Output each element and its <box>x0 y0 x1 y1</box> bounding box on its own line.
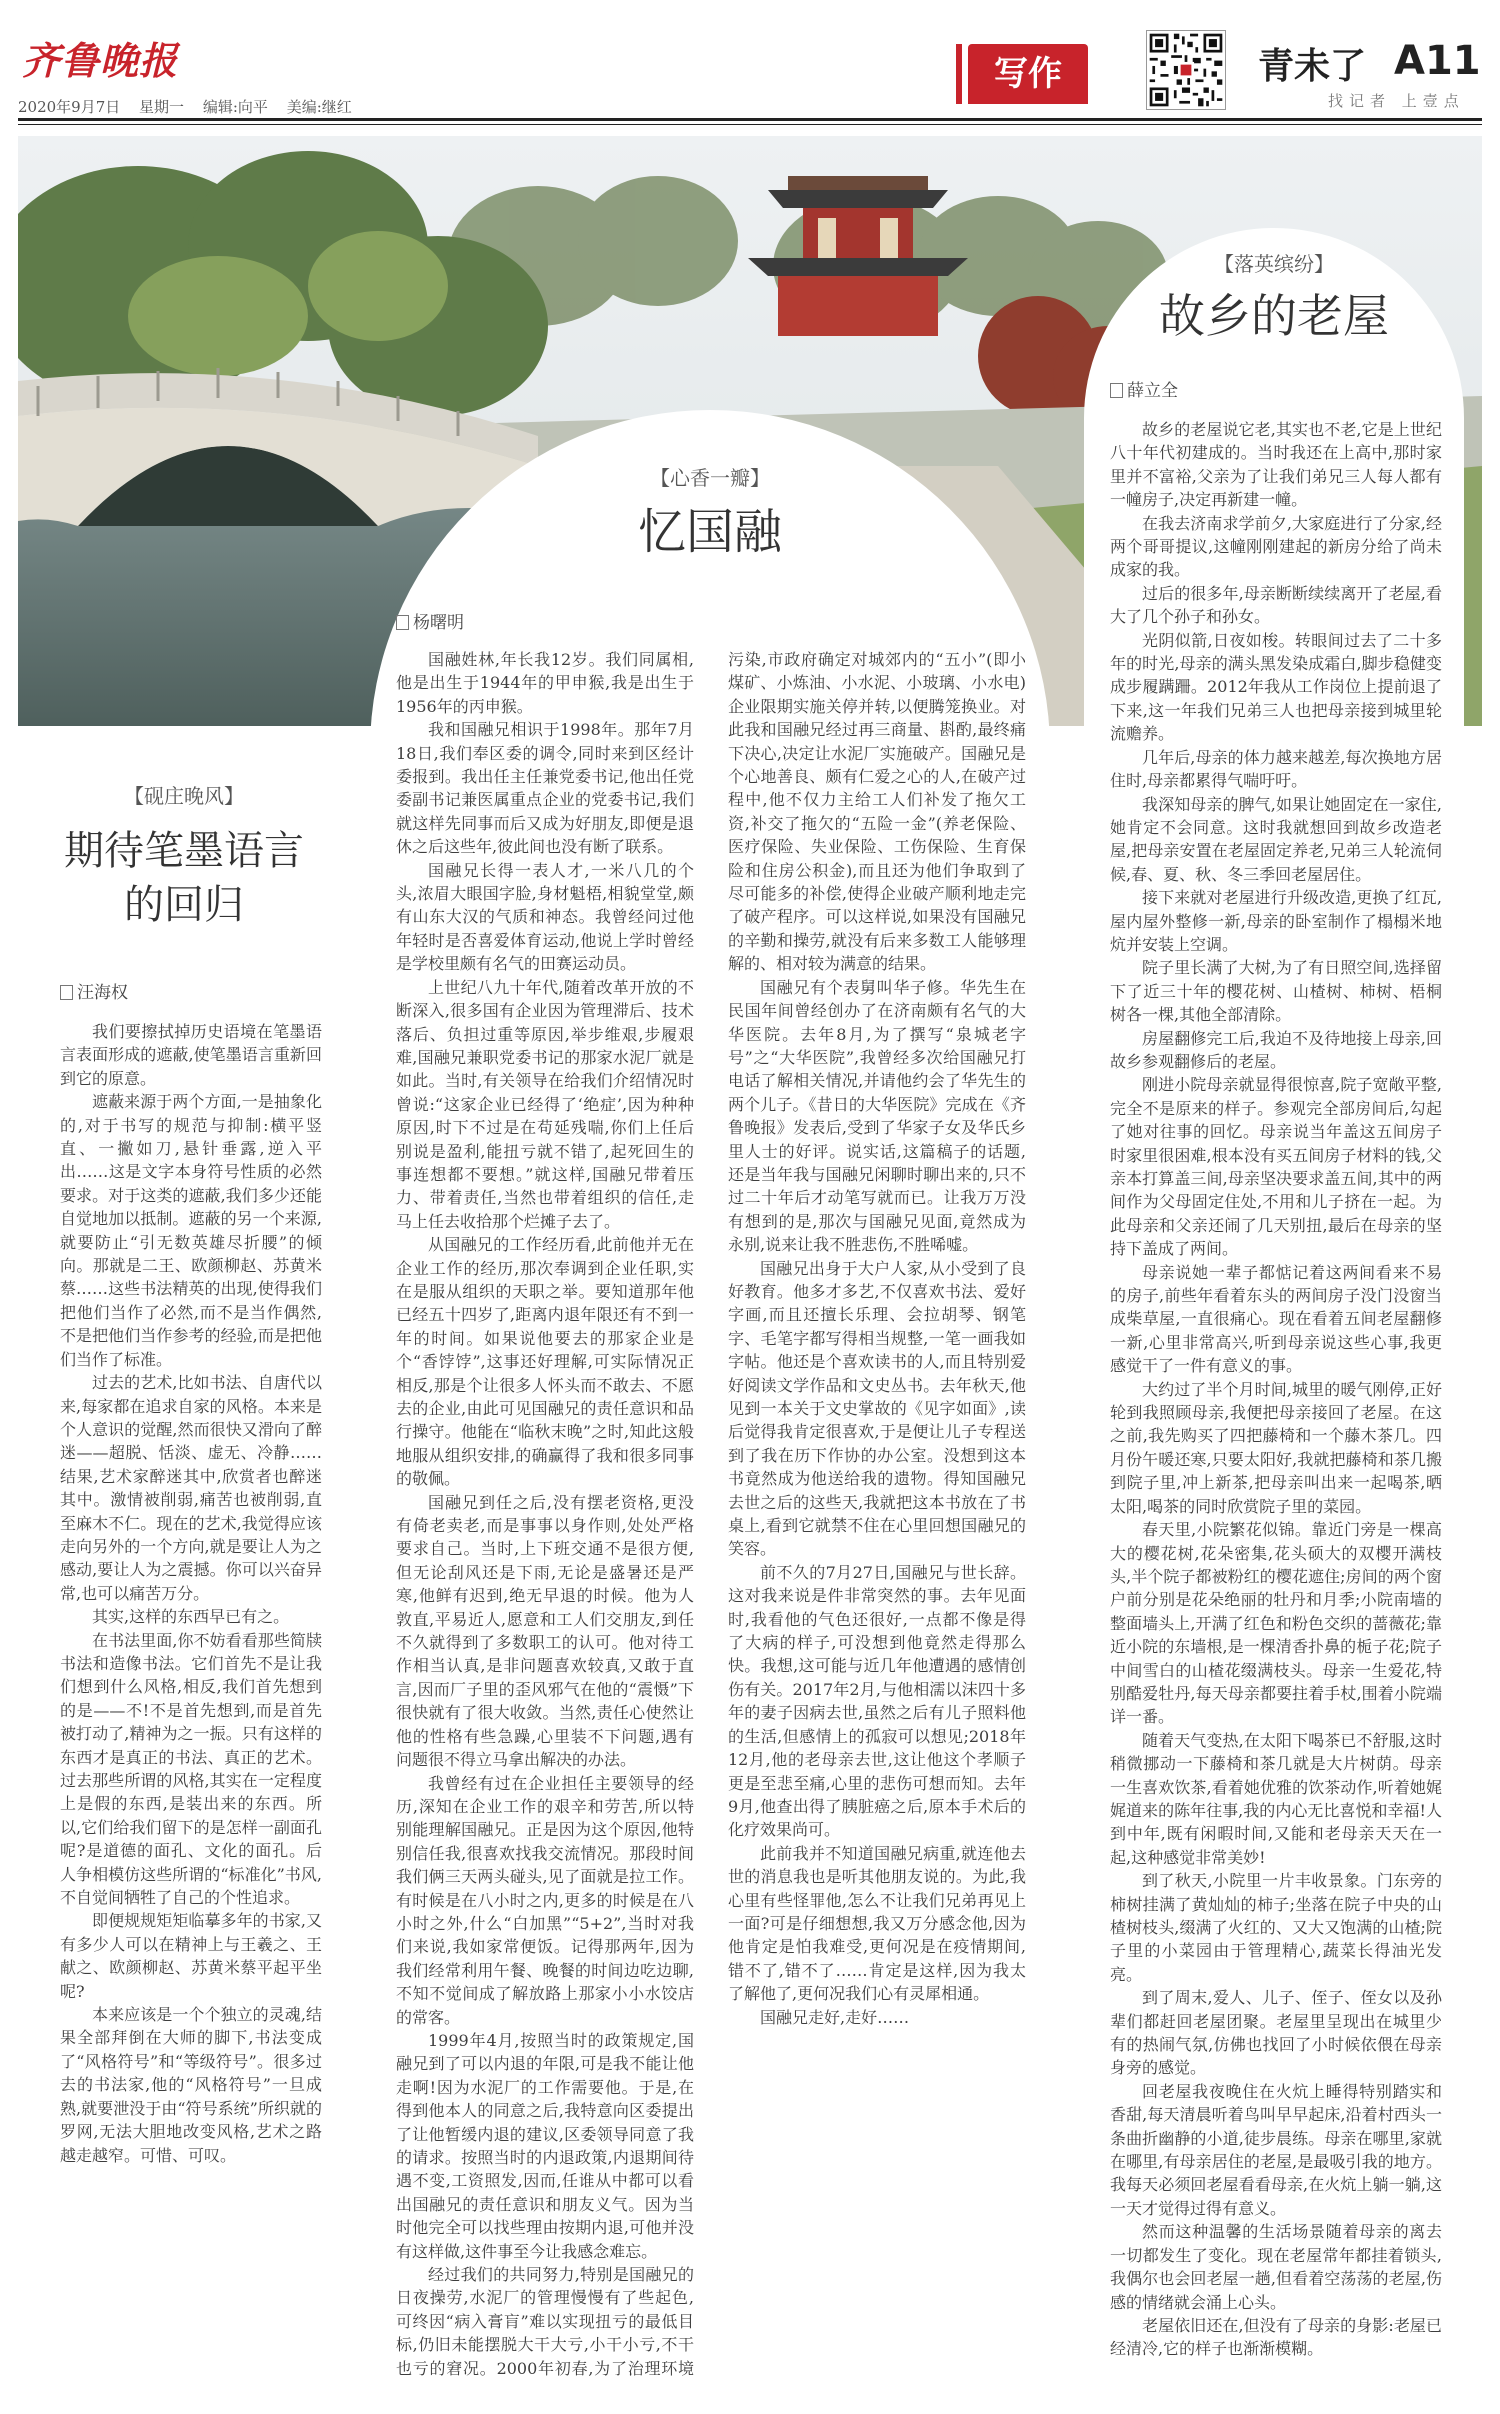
author-name: 薛立全 <box>1127 381 1178 401</box>
byline-marker-icon <box>60 985 73 1000</box>
paragraph: 故乡的老屋说它老,其实也不老,它是上世纪八十年代初建成的。当时我还在上高中,那时家里并不富裕,父亲为了让我们弟兄三人每人都有一幢房子,决定再新建一幢。 <box>1110 420 1442 510</box>
paragraph: 其实,这样的东西早已有之。 <box>92 1607 290 1627</box>
paragraph: 接下来就对老屋进行升级改造,更换了红瓦,屋内屋外整修一新,母亲的卧室制作了榻榻米地炕并安装上空调。 <box>1110 888 1442 954</box>
paragraph: 我和国融兄相识于1998年。那年7月18日,我们奉区委的调令,同时来到区经计委报到。我出任主任兼党委书记,他出任党委副书记兼医属重点企业的党委书记,我们就这样先同事而后又成为好朋友,即便是退休之后这些年,彼此间也没有断了联系。 <box>396 720 694 857</box>
designer-credit: 美编:继红 <box>286 98 352 116</box>
paragraph: 在我去济南求学前夕,大家庭进行了分家,经两个哥哥提议,这幢刚刚建起的新房分给了尚未成家的我。 <box>1110 513 1442 580</box>
paragraph: 国融兄到任之后,没有摆老资格,更没有倚老卖老,而是事事以身作则,处处严格要求自己。当时,上下班交通不是很方便,但无论刮风还是下雨,无论是盛暑还是严寒,他鲜有迟到,绝无早退的时候。他为人敦直,平易近人,愿意和工人们交朋友,到任不久就得到了多数职工的认可。他对待工作相当认真,是非问题喜欢较真,又敢于直言,因而厂子里的歪风邪气在他的“震慑”下很快就有了很大收敛。当然,责任心使然让他的性格有些急躁,心里装不下问题,遇有问题很不得立马拿出解决的办法。 <box>396 1492 694 1770</box>
byline-marker-icon <box>1110 383 1123 398</box>
column-brand: 青未了 <box>1258 46 1367 87</box>
paragraph: 国融兄长得一表人才,一米八几的个头,浓眉大眼国字脸,身材魁梧,相貌堂堂,颇有山东大汉的气质和神态。我曾经问过他年轻时是否喜爱体育运动,他说上学时曾经是学校里颇有名气的田赛运动员。 <box>396 860 694 974</box>
editor-credit: 编辑:向平 <box>202 98 268 116</box>
paragraph: 刚进小院母亲就显得很惊喜,院子宽敞平整,完全不是原来的样子。参观完全部房间后,勾起了她对往事的回忆。母亲说当年盖这五间房子时家里很困难,根本没有买五间房子材料的钱,父亲本打算盖三间,母亲坚决要求盖五间,其中的两间作为父母固定住处,不用和儿子挤在一起。为此母亲和父亲还闹了几天别扭,最后在母亲的坚持下盖成了两间。 <box>1110 1075 1442 1259</box>
paragraph: 上世纪八九十年代,随着改革开放的不断深入,很多国有企业因为管理滞后、技术落后、负担过重等原因,举步维艰,步履艰难,国融兄兼职党委书记的那家水泥厂就是如此。当时,有关领导在给我们介绍情况时曾说:“这家企业已经得了‘绝症’,因为种种原因,时下不过是在苟延残喘,你们上任后别说是盈利,能扭亏就不错了,起死回生的事连想都不要想。”就这样,国融兄带着压力、带着责任,当然也带着组织的信任,走马上任去收拾那个烂摊子去了。 <box>396 977 694 1231</box>
article-title <box>34 824 334 932</box>
article-middle <box>370 410 1050 2390</box>
paragraph: 然而这种温馨的生活场景随着母亲的离去一切都发生了变化。现在老屋常年都挂着锁头,我偶尔也会回老屋一趟,但看着空荡荡的老屋,伤感的情绪就会涌上心头。 <box>1110 2222 1442 2312</box>
header-rule-thin <box>18 124 1482 125</box>
paragraph: 本来应该是一个个独立的灵魂,结果全部拜倒在大师的脚下,书法变成了“风格符号”和“等级符号”。很多过去的书法家,他的“风格符号”一旦成熟,就要泄没于由“符号系统”所织就的罗网,无法大胆地改变风格,艺术之路越走越窄。可惜、可叹。 <box>60 2005 322 2165</box>
paragraph: 国融兄出身于大户人家,从小受到了良好教育。他多才多艺,不仅喜欢书法、爱好字画,而且还擅长乐理、会拉胡琴、钢笔字、毛笔字都写得相当规整,一笔一画我如字帖。他还是个喜欢读书的人,而且特别爱好阅读文学作品和文史丛书。去年秋天,他见到一本关于文史掌故的《见字如面》,读后觉得我肯定很喜欢,于是便让儿子专程送到了我在历下作协的办公室。没想到这本书竟然成为他送给我的遗物。得知国融兄去世之后的这些天,我就把这本书放在了书桌上,看到它就禁不住在心里回想国融兄的笑容。 <box>728 1258 1026 1559</box>
paragraph: 在书法里面,你不妨看看那些简牍书法和造像书法。它们首先不是让我们想到什么风格,相反,我们首先想到的是——不!不是首先想到,而是首先被打动了,精神为之一振。只有这样的东西才是真正的书法、真正的艺术。过去那些所谓的风格,其实在一定程度上是假的东西,是装出来的东西。所以,它们给我们留下的是怎样一副面孔呢?是道德的面孔、文化的面孔。后人争相模仿这些所谓的“标准化”书风,不自觉间牺牲了自己的个性追求。 <box>60 1630 322 1908</box>
article-rubric: 【砚庄晚风】 <box>124 784 244 808</box>
paper-logo: 齐鲁晚报 <box>22 38 179 83</box>
issue-date: 2020年9月7日 <box>18 98 121 116</box>
paragraph: 我深知母亲的脾气,如果让她固定在一家住,她肯定不会同意。这时我就想回到故乡改造老屋,把母亲安置在老屋固定养老,兄弟三人轮流伺候,春、夏、秋、冬三季回老屋居住。 <box>1110 794 1442 884</box>
section-tag: 写作 <box>968 44 1088 104</box>
article-byline <box>1110 376 1178 401</box>
paragraph: 随着天气变热,在太阳下喝茶已不舒服,这时稍微挪动一下藤椅和茶几就是大片树荫。母亲一生喜欢饮茶,看着她优雅的饮茶动作,听着她娓娓道来的陈年往事,我的内心无比喜悦和幸福!人到中年,既有闲暇时间,又能和老母亲天天在一起,这种感觉非常美妙! <box>1110 1730 1442 1867</box>
paragraph: 到了秋天,小院里一片丰收景象。门东旁的柿树挂满了黄灿灿的柿子;坐落在院子中央的山楂树枝头,缀满了火红的、又大又饱满的山楂;院子里的小菜园由于管理精心,蔬菜长得油光发亮。 <box>1110 1871 1442 1984</box>
article-right <box>1084 228 1464 2390</box>
paragraph: 过去的艺术,比如书法、自唐代以来,每家都在追求自家的风格。本来是个人意识的觉醒,然而很快又滑向了醉迷——超脱、恬淡、虚无、冷静……结果,艺术家醉迷其中,欣赏者也醉迷其中。激情被削弱,痛苦也被削弱,直至麻木不仁。现在的艺术,我觉得应该走向另外的一个方向,就是要让人为之感动,要让人为之震撼。你可以兴奋异常,也可以痛苦万分。 <box>60 1373 322 1603</box>
byline-marker-icon <box>396 615 409 630</box>
paragraph: 母亲说她一辈子都惦记着这两间看来不易的房子,前些年看着东头的两间房子没门没窗当成柴草屋,一直很痛心。现在看着五间老屋翻修一新,心里非常高兴,听到母亲说这些心事,我更感觉干了一件有意义的事。 <box>1110 1262 1442 1376</box>
paragraph: 院子里长满了大树,为了有日照空间,选择留下了近三十年的樱花树、山楂树、柿树、梧桐树各一棵,其他全部清除。 <box>1110 958 1442 1025</box>
article-rubric: 【心香一瓣】 <box>650 466 770 490</box>
paragraph: 光阴似箭,日夜如梭。转眼间过去了二十多年的时光,母亲的满头黑发染成霜白,脚步稳健变成步履蹒跚。2012年我从工作岗位上提前退了下来,这一年我们兄弟三人也把母亲接到城里轮流赡养。 <box>1110 630 1442 744</box>
paragraph: 国融姓林,年长我12岁。我们同属相,他是出生于1944年的甲申猴,我是出生于1956年的丙申猴。 <box>396 650 694 716</box>
article-byline <box>60 978 128 1003</box>
article-body <box>60 1020 322 2380</box>
paragraph: 前不久的7月27日,国融兄与世长辞。这对我来说是件非常突然的事。去年见面时,我看他的气色还很好,一点都不像是得了大病的样子,可没想到他竟然走得那么快。我想,这可能与近几年他遭遇的感情创伤有关。2017年2月,与他相濡以沫四十多年的妻子因病去世,虽然之后有儿子照料他的生活,但感情上的孤寂可以想见;2018年12月,他的老母亲去世,这让他这个孝顺子更是至悲至痛,心里的悲伤可想而知。去年9月,他查出得了胰脏癌之后,原本手术后的化疗效果尚可。 <box>728 1562 1026 1840</box>
article-body <box>396 648 1026 2383</box>
page-number: A11 <box>1394 38 1481 84</box>
article-byline <box>396 608 464 633</box>
article-title: 故乡的老屋 <box>1159 289 1389 343</box>
article-title-line: 的回归 <box>124 882 244 928</box>
header-rule <box>18 118 1482 121</box>
masthead <box>18 20 1482 116</box>
article-left <box>34 760 334 2390</box>
paragraph: 经过我们的共同努力,特别是国融兄的日夜操劳,水泥厂的管理慢慢有了些起色,可终因“病入膏肓”难以实现扭亏的最低目标,仍旧未能摆脱大干大亏,小干小亏,不干也亏的窘况。2000年初春,为了治理环境污染,市政府确定对城郊内的“五小”(即小煤矿、小炼油、小水泥、小玻璃、小水电)企业限期实施关停并转,以便腾笼换业。对此我和国融兄经过再三商量、斟酌,最终痛下决心,决定让水泥厂实施破产。国融兄是个心地善良、颇有仁爱之心的人,在破产过程中,他不仅力主给工人们补发了拖欠工资,补交了拖欠的“五险一金”(养老保险、医疗保险、失业保险、工伤保险、生育保险和住房公积金),而且还为他们争取到了尽可能多的补偿,使得企业破产顺利地走完了破产程序。可以这样说,如果没有国融兄的辛勤和操劳,就没有后来多数工人能够理解的、相对较为满意的结果。 <box>396 650 1026 2378</box>
paragraph: 过后的很多年,母亲断断续续离开了老屋,看大了几个孙子和孙女。 <box>1110 583 1442 627</box>
paragraph: 国融兄走好,走好…… <box>760 2007 910 2027</box>
issue-meta <box>18 96 366 117</box>
paragraph: 此前我并不知道国融兄病重,就连他去世的消息我也是听其他朋友说的。为此,我心里有些怪罪他,怎么不让我们兄弟再见上一面?可是仔细想想,我又万分感念他,因为他肯定是怕我难受,更何况是在疫情期间,错不了,错不了……肯定是这样,因为我太了解他了,更何况我们心有灵犀相通。 <box>728 1843 1026 2004</box>
column-brand-subtitle: 找记者 上壹点 <box>1328 92 1465 110</box>
paragraph: 老屋依旧还在,但没有了母亲的身影:老屋已经清冷,它的样子也渐渐模糊。 <box>1110 2315 1442 2359</box>
author-name: 汪海权 <box>77 983 128 1003</box>
paragraph: 即便规规矩矩临摹多年的书家,又有多少人可以在精神上与王羲之、王献之、欧颜柳赵、苏黄米蔡平起平坐呢? <box>60 1911 322 2001</box>
paragraph: 几年后,母亲的体力越来越差,每次换地方居住时,母亲都累得气喘吁吁。 <box>1110 747 1442 791</box>
paragraph: 从国融兄的工作经历看,此前他并无在企业工作的经历,那次奉调到企业任职,实在是服从组织的天职之举。要知道那年他已经五十四岁了,距离内退年限还有不到一年的时间。如果说他要去的那家企业是个“香饽饽”,这事还好理解,可实际情况正相反,那是个让很多人怀头而不敢去、不愿去的企业,由此可见国融兄的责任意识和品行操守。他能在“临秋末晚”之时,知此这般地服从组织安排,的确赢得了我和很多同事的敬佩。 <box>396 1235 694 1489</box>
article-body <box>1110 418 1442 2378</box>
paragraph: 回老屋我夜晚住在火炕上睡得特别踏实和香甜,每天清晨听着鸟叫早早起床,沿着村西头一条曲折幽静的小道,徒步晨练。母亲在哪里,家就在哪里,有母亲居住的老屋,是最吸引我的地方。我每天必须回老屋看看母亲,在火炕上躺一躺,这一天才觉得过得有意义。 <box>1110 2081 1442 2218</box>
qr-code-icon[interactable] <box>1146 30 1226 110</box>
paragraph: 遮蔽来源于两个方面,一是抽象化的,对于书写的规范与抑制:横平竖直、一撇如刀,悬针垂露,逆入平出……这是文字本身符号性质的必然要求。对于这类的遮蔽,我们多少还能自觉地加以抵制。遮蔽的另一个来源,就要防止“引无数英雄尽折腰”的倾向。那就是二王、欧颜柳赵、苏黄米蔡……这些书法精英的出现,使得我们把他们当作了必然,而不是当作偶然,不是把他们当作参考的经验,而是把他们当作了标准。 <box>60 1092 322 1369</box>
paragraph: 大约过了半个月时间,城里的暖气刚停,正好轮到我照顾母亲,我便把母亲接回了老屋。在这之前,我先购买了四把藤椅和一个藤木茶几。四月份午暖还寒,只要太阳好,我就把藤椅和茶几搬到院子里,冲上新茶,把母亲叫出来一起喝茶,晒太阳,喝茶的同时欣赏院子里的菜园。 <box>1110 1379 1442 1516</box>
paragraph: 我曾经有过在企业担任主要领导的经历,深知在企业工作的艰辛和劳苦,所以特别能理解国融兄。正是因为这个原因,他特别信任我,很喜欢找我交流情况。那段时间我们俩三天两头碰头,见了面就是拉工作。有时候是在八小时之内,更多的时候是在八小时之外,什么“白加黑”“5+2”,当时对我们来说,我如家常便饭。记得那两年,因为我们经常利用午餐、晚餐的时间边吃边聊,不知不觉间成了解放路上那家小小水饺店的常客。 <box>396 1773 694 2027</box>
issue-weekday: 星期一 <box>139 98 185 116</box>
article-rubric: 【落英缤纷】 <box>1214 252 1334 276</box>
paragraph: 房屋翻修完工后,我迫不及待地接上母亲,回故乡参观翻修后的老屋。 <box>1110 1028 1442 1071</box>
article-title: 忆国融 <box>637 504 782 560</box>
paragraph: 我们要擦拭掉历史语境在笔墨语言表面形成的遮蔽,使笔墨语言重新回到它的原意。 <box>60 1022 322 1088</box>
article-title-line: 期待笔墨语言 <box>64 828 304 874</box>
paragraph: 到了周末,爱人、儿子、侄子、侄女以及孙辈们都赶回老屋团聚。老屋里呈现出在城里少有的热闹气氛,仿佛也找回了小时候依偎在母亲身旁的感觉。 <box>1110 1988 1442 2078</box>
author-name: 杨曙明 <box>413 613 464 633</box>
paragraph: 1999年4月,按照当时的政策规定,国融兄到了可以内退的年限,可是我不能让他走啊!因为水泥厂的工作需要他。于是,在得到他本人的同意之后,我特意向区委提出了让他暂缓内退的建议,区委领导同意了我的请求。按照当时的内退政策,内退期间待遇不变,工资照发,因而,任谁从中都可以看出国融兄的责任意识和朋友义气。因为当时他完全可以找些理由按期内退,可他并没有这样做,这件事至今让我感念难忘。 <box>396 2030 694 2261</box>
paragraph: 国融兄有个表舅叫华子修。华先生在民国年间曾经创办了在济南颇有名气的大华医院。去年8月,为了撰写“泉城老字号”之“大华医院”,我曾经多次给国融兄打电话了解相关情况,并请他约会了华先生的两个儿子。《昔日的大华医院》完成在《齐鲁晚报》发表后,受到了华家子女及华氏乡里人士的好评。说实话,这篇稿子的话题,还是当年我与国融兄闲聊时聊出来的,只不过二十年后才动笔写就而已。让我万万没有想到的是,那次与国融兄见面,竟然成为永别,说来让我不胜悲伤,不胜唏嘘。 <box>728 977 1026 1255</box>
paragraph: 春天里,小院繁花似锦。靠近门旁是一棵高大的樱花树,花朵密集,花头硕大的双樱开满枝头,半个院子都被粉红的樱花遮住;房间的两个窗户前分别是花朵绝丽的牡丹和月季;小院南墙的整面墙头上,开满了红色和粉色交织的蔷薇花;靠近小院的东墙根,是一棵清香扑鼻的栀子花;院子中间雪白的山楂花缀满枝头。母亲一生爱花,特别酷爱牡丹,每天母亲都要拄着手杖,围着小院端详一番。 <box>1110 1520 1442 1727</box>
